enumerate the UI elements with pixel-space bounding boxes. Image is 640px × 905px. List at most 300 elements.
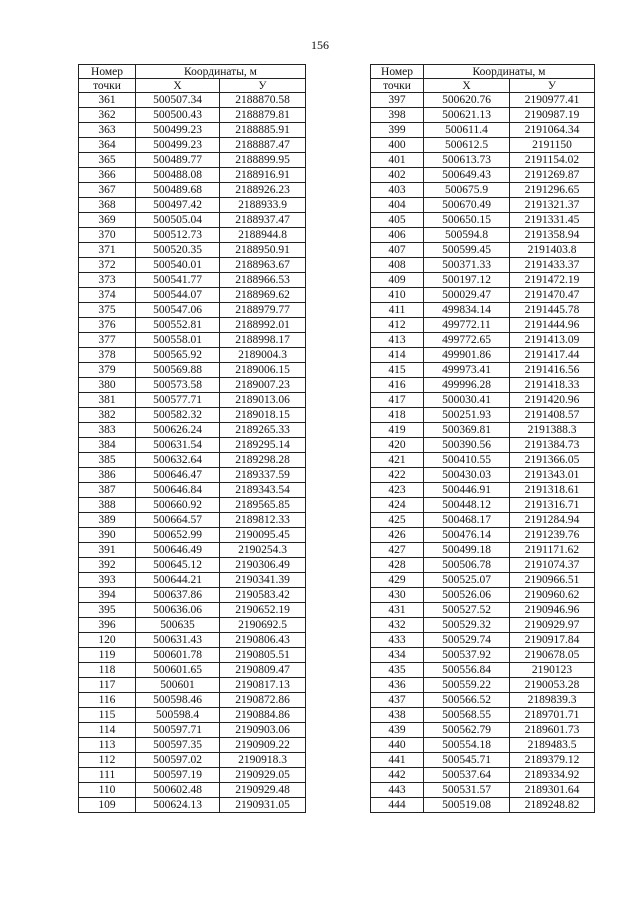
- table-row: [371, 318, 595, 333]
- table-row: [371, 708, 595, 723]
- y-coordinate-cell: 2190805.51: [220, 648, 306, 663]
- table-row: [371, 378, 595, 393]
- y-coordinate-cell: 2190692.5: [220, 618, 306, 633]
- x-coordinate-cell: 500649.43: [424, 168, 510, 183]
- point-number-cell: 436: [371, 678, 424, 693]
- table-row: [79, 348, 306, 363]
- y-coordinate-cell: 2190306.49: [220, 558, 306, 573]
- point-number-cell: 367: [79, 183, 136, 198]
- table-row: [371, 108, 595, 123]
- table-row: [371, 168, 595, 183]
- point-number-cell: 414: [371, 348, 424, 363]
- x-coordinate-cell: 500597.35: [136, 738, 220, 753]
- y-coordinate-cell: 2188979.77: [220, 303, 306, 318]
- table-row: [79, 663, 306, 678]
- y-coordinate-cell: 2190977.41: [510, 93, 595, 108]
- y-coordinate-cell: 2188966.53: [220, 273, 306, 288]
- y-coordinate-cell: 2191331.45: [510, 213, 595, 228]
- table-row: [371, 633, 595, 648]
- table-row: [371, 273, 595, 288]
- x-coordinate-cell: 500554.18: [424, 738, 510, 753]
- y-coordinate-cell: 2191420.96: [510, 393, 595, 408]
- table-row: [371, 423, 595, 438]
- point-number-cell: 439: [371, 723, 424, 738]
- table-row: [79, 753, 306, 768]
- y-coordinate-cell: 2190652.19: [220, 603, 306, 618]
- point-number-cell: 392: [79, 558, 136, 573]
- table-row: [371, 393, 595, 408]
- y-coordinate-cell: 2188944.8: [220, 228, 306, 243]
- point-number-cell: 390: [79, 528, 136, 543]
- table-row: [79, 723, 306, 738]
- y-coordinate-cell: 2191318.61: [510, 483, 595, 498]
- table-row: [371, 498, 595, 513]
- y-coordinate-cell: 2188916.91: [220, 168, 306, 183]
- y-coordinate-cell: 2189334.92: [510, 768, 595, 783]
- table-row: [371, 618, 595, 633]
- y-coordinate-cell: 2189379.12: [510, 753, 595, 768]
- y-coordinate-cell: 2191064.34: [510, 123, 595, 138]
- table-row: [371, 213, 595, 228]
- x-coordinate-cell: 500631.54: [136, 438, 220, 453]
- point-number-cell: 366: [79, 168, 136, 183]
- y-coordinate-cell: 2188992.01: [220, 318, 306, 333]
- table-row: [371, 573, 595, 588]
- table-row: [371, 558, 595, 573]
- x-coordinate-cell: 500488.08: [136, 168, 220, 183]
- y-coordinate-cell: 2188887.47: [220, 138, 306, 153]
- point-number-cell: 424: [371, 498, 424, 513]
- y-coordinate-cell: 2189343.54: [220, 483, 306, 498]
- x-coordinate-cell: 499973.41: [424, 363, 510, 378]
- y-coordinate-cell: 2191418.33: [510, 378, 595, 393]
- x-coordinate-cell: 500369.81: [424, 423, 510, 438]
- x-coordinate-cell: 500597.19: [136, 768, 220, 783]
- x-coordinate-cell: 500599.45: [424, 243, 510, 258]
- point-number-cell: 411: [371, 303, 424, 318]
- x-coordinate-cell: 500612.5: [424, 138, 510, 153]
- x-coordinate-cell: 500646.47: [136, 468, 220, 483]
- table-row: [79, 678, 306, 693]
- x-coordinate-cell: 500030.41: [424, 393, 510, 408]
- y-coordinate-cell: 2188998.17: [220, 333, 306, 348]
- point-number-cell: 379: [79, 363, 136, 378]
- x-coordinate-cell: 500529.32: [424, 618, 510, 633]
- x-coordinate-cell: 500507.34: [136, 93, 220, 108]
- y-coordinate-cell: 2190806.43: [220, 633, 306, 648]
- y-coordinate-cell: 2190931.05: [220, 798, 306, 813]
- point-number-cell: 407: [371, 243, 424, 258]
- x-coordinate-cell: 500547.06: [136, 303, 220, 318]
- x-coordinate-cell: 500537.64: [424, 768, 510, 783]
- table-row: [79, 528, 306, 543]
- x-coordinate-cell: 500512.73: [136, 228, 220, 243]
- x-coordinate-cell: 500598.46: [136, 693, 220, 708]
- page-number: 156: [311, 38, 329, 52]
- y-coordinate-cell: 2189013.06: [220, 393, 306, 408]
- table-row: [79, 393, 306, 408]
- y-coordinate-cell: 2188926.23: [220, 183, 306, 198]
- table-row: [371, 138, 595, 153]
- y-coordinate-cell: 2190254.3: [220, 543, 306, 558]
- point-number-cell: 388: [79, 498, 136, 513]
- point-number-cell: 381: [79, 393, 136, 408]
- table-row: [79, 303, 306, 318]
- x-coordinate-cell: 500559.22: [424, 678, 510, 693]
- x-coordinate-cell: 500565.92: [136, 348, 220, 363]
- table-row: [79, 573, 306, 588]
- point-number-cell: 374: [79, 288, 136, 303]
- table-row: [79, 558, 306, 573]
- point-number-cell: 395: [79, 603, 136, 618]
- table-row: [79, 543, 306, 558]
- table-row: [79, 378, 306, 393]
- y-coordinate-cell: 2188899.95: [220, 153, 306, 168]
- x-coordinate-cell: 500506.78: [424, 558, 510, 573]
- x-coordinate-cell: 500626.24: [136, 423, 220, 438]
- y-coordinate-cell: 2190872.86: [220, 693, 306, 708]
- x-coordinate-cell: 500430.03: [424, 468, 510, 483]
- point-number-cell: 384: [79, 438, 136, 453]
- x-coordinate-cell: 500577.71: [136, 393, 220, 408]
- table-row: [371, 288, 595, 303]
- table-row: [79, 408, 306, 423]
- point-number-cell: 364: [79, 138, 136, 153]
- y-coordinate-cell: 2189701.71: [510, 708, 595, 723]
- y-coordinate-cell: 2191074.37: [510, 558, 595, 573]
- y-coordinate-cell: 2191321.37: [510, 198, 595, 213]
- y-coordinate-cell: 2190809.47: [220, 663, 306, 678]
- x-coordinate-cell: 500613.73: [424, 153, 510, 168]
- x-coordinate-cell: 500251.93: [424, 408, 510, 423]
- y-coordinate-cell: 2189812.33: [220, 513, 306, 528]
- point-number-cell: 370: [79, 228, 136, 243]
- y-coordinate-cell: 2189483.5: [510, 738, 595, 753]
- table-row: [371, 183, 595, 198]
- table-row: [371, 768, 595, 783]
- point-number-cell: 430: [371, 588, 424, 603]
- x-coordinate-cell: 500527.52: [424, 603, 510, 618]
- table-row: [371, 483, 595, 498]
- x-coordinate-cell: 500602.48: [136, 783, 220, 798]
- point-number-cell: 433: [371, 633, 424, 648]
- point-number-cell: 373: [79, 273, 136, 288]
- header-point-number: Номер: [371, 65, 424, 79]
- table-row: [79, 468, 306, 483]
- y-coordinate-cell: 2189265.33: [220, 423, 306, 438]
- x-coordinate-cell: 500646.84: [136, 483, 220, 498]
- table-row: [79, 333, 306, 348]
- point-number-cell: 425: [371, 513, 424, 528]
- table-row: [371, 603, 595, 618]
- table-row: [371, 783, 595, 798]
- table-row: [79, 363, 306, 378]
- x-coordinate-cell: 500568.55: [424, 708, 510, 723]
- x-coordinate-cell: 500540.01: [136, 258, 220, 273]
- y-coordinate-cell: 2190583.42: [220, 588, 306, 603]
- point-number-cell: 413: [371, 333, 424, 348]
- table-row: [371, 198, 595, 213]
- header-y: У: [220, 79, 306, 93]
- table-row: [79, 783, 306, 798]
- x-coordinate-cell: 500410.55: [424, 453, 510, 468]
- x-coordinate-cell: 500520.35: [136, 243, 220, 258]
- x-coordinate-cell: 500489.68: [136, 183, 220, 198]
- point-number-cell: 410: [371, 288, 424, 303]
- point-number-cell: 443: [371, 783, 424, 798]
- y-coordinate-cell: 2189601.73: [510, 723, 595, 738]
- table-row: [79, 453, 306, 468]
- table-row: [371, 738, 595, 753]
- point-number-cell: 368: [79, 198, 136, 213]
- y-coordinate-cell: 2191433.37: [510, 258, 595, 273]
- table-row: [79, 198, 306, 213]
- point-number-cell: 399: [371, 123, 424, 138]
- x-coordinate-cell: 500505.04: [136, 213, 220, 228]
- point-number-cell: 419: [371, 423, 424, 438]
- x-coordinate-cell: 500650.15: [424, 213, 510, 228]
- table-row: [79, 423, 306, 438]
- table-row: [371, 123, 595, 138]
- y-coordinate-cell: 2189295.14: [220, 438, 306, 453]
- table-row: [79, 798, 306, 813]
- point-number-cell: 385: [79, 453, 136, 468]
- y-coordinate-cell: 2189301.64: [510, 783, 595, 798]
- y-coordinate-cell: 2190966.51: [510, 573, 595, 588]
- table-row: [79, 288, 306, 303]
- y-coordinate-cell: 2189298.28: [220, 453, 306, 468]
- table-row: [371, 753, 595, 768]
- table-row: [79, 258, 306, 273]
- y-coordinate-cell: 2190678.05: [510, 648, 595, 663]
- y-coordinate-cell: 2190917.84: [510, 633, 595, 648]
- point-number-cell: 434: [371, 648, 424, 663]
- y-coordinate-cell: 2191470.47: [510, 288, 595, 303]
- table-row: [79, 513, 306, 528]
- x-coordinate-cell: 500499.23: [136, 123, 220, 138]
- point-number-cell: 428: [371, 558, 424, 573]
- x-coordinate-cell: 500525.07: [424, 573, 510, 588]
- table-row: [79, 168, 306, 183]
- table-row: [79, 138, 306, 153]
- table-row: [371, 453, 595, 468]
- x-coordinate-cell: 500631.43: [136, 633, 220, 648]
- table-row: [79, 153, 306, 168]
- y-coordinate-cell: 2191296.65: [510, 183, 595, 198]
- x-coordinate-cell: 500448.12: [424, 498, 510, 513]
- point-number-cell: 115: [79, 708, 136, 723]
- point-number-cell: 412: [371, 318, 424, 333]
- x-coordinate-cell: 500552.81: [136, 318, 220, 333]
- point-number-cell: 376: [79, 318, 136, 333]
- x-coordinate-cell: 500558.01: [136, 333, 220, 348]
- table-row: [79, 213, 306, 228]
- table-row: [371, 348, 595, 363]
- x-coordinate-cell: 500390.56: [424, 438, 510, 453]
- point-number-cell: 426: [371, 528, 424, 543]
- point-number-cell: 391: [79, 543, 136, 558]
- x-coordinate-cell: 500562.79: [424, 723, 510, 738]
- x-coordinate-cell: 500632.64: [136, 453, 220, 468]
- point-number-cell: 418: [371, 408, 424, 423]
- table-row: [371, 528, 595, 543]
- y-coordinate-cell: 2191343.01: [510, 468, 595, 483]
- point-number-cell: 423: [371, 483, 424, 498]
- x-coordinate-cell: 500544.07: [136, 288, 220, 303]
- y-coordinate-cell: 2189248.82: [510, 798, 595, 813]
- x-coordinate-cell: 500526.06: [424, 588, 510, 603]
- y-coordinate-cell: 2189565.85: [220, 498, 306, 513]
- table-row: [79, 108, 306, 123]
- coordinates-table-left: [78, 64, 306, 813]
- y-coordinate-cell: 2190053.28: [510, 678, 595, 693]
- x-coordinate-cell: 500537.92: [424, 648, 510, 663]
- x-coordinate-cell: 500636.06: [136, 603, 220, 618]
- point-number-cell: 109: [79, 798, 136, 813]
- table-row: [371, 228, 595, 243]
- x-coordinate-cell: 500529.74: [424, 633, 510, 648]
- point-number-cell: 403: [371, 183, 424, 198]
- y-coordinate-cell: 2191416.56: [510, 363, 595, 378]
- y-coordinate-cell: 2190123: [510, 663, 595, 678]
- y-coordinate-cell: 2189018.15: [220, 408, 306, 423]
- point-number-cell: 386: [79, 468, 136, 483]
- y-coordinate-cell: 2191269.87: [510, 168, 595, 183]
- y-coordinate-cell: 2191366.05: [510, 453, 595, 468]
- x-coordinate-cell: 499772.11: [424, 318, 510, 333]
- x-coordinate-cell: 500611.4: [424, 123, 510, 138]
- y-coordinate-cell: 2189006.15: [220, 363, 306, 378]
- x-coordinate-cell: 500594.8: [424, 228, 510, 243]
- y-coordinate-cell: 2188963.67: [220, 258, 306, 273]
- table-row: [79, 498, 306, 513]
- x-coordinate-cell: 500569.88: [136, 363, 220, 378]
- x-coordinate-cell: 500652.99: [136, 528, 220, 543]
- point-number-cell: 117: [79, 678, 136, 693]
- table-row: [371, 153, 595, 168]
- point-number-cell: 417: [371, 393, 424, 408]
- table-row: [79, 438, 306, 453]
- table-row: [371, 93, 595, 108]
- x-coordinate-cell: 499996.28: [424, 378, 510, 393]
- x-coordinate-cell: 500573.58: [136, 378, 220, 393]
- point-number-cell: 378: [79, 348, 136, 363]
- x-coordinate-cell: 500371.33: [424, 258, 510, 273]
- y-coordinate-cell: 2188933.9: [220, 198, 306, 213]
- x-coordinate-cell: 500598.4: [136, 708, 220, 723]
- point-number-cell: 389: [79, 513, 136, 528]
- point-number-cell: 420: [371, 438, 424, 453]
- table-row: [79, 243, 306, 258]
- point-number-cell: 435: [371, 663, 424, 678]
- table-row: [79, 618, 306, 633]
- header-x: X: [136, 79, 220, 93]
- table-row: [371, 468, 595, 483]
- x-coordinate-cell: 500644.21: [136, 573, 220, 588]
- y-coordinate-cell: 2188870.58: [220, 93, 306, 108]
- table-row: [79, 648, 306, 663]
- y-coordinate-cell: 2188937.47: [220, 213, 306, 228]
- x-coordinate-cell: 500497.42: [136, 198, 220, 213]
- y-coordinate-cell: 2190909.22: [220, 738, 306, 753]
- point-number-cell: 112: [79, 753, 136, 768]
- header-point-label: точки: [371, 79, 424, 93]
- x-coordinate-cell: 500500.43: [136, 108, 220, 123]
- point-number-cell: 437: [371, 693, 424, 708]
- x-coordinate-cell: 500499.18: [424, 543, 510, 558]
- table-row: [371, 798, 595, 813]
- point-number-cell: 383: [79, 423, 136, 438]
- header-y: У: [510, 79, 595, 93]
- y-coordinate-cell: 2190987.19: [510, 108, 595, 123]
- x-coordinate-cell: 500446.91: [424, 483, 510, 498]
- table-row: [371, 663, 595, 678]
- y-coordinate-cell: 2191384.73: [510, 438, 595, 453]
- y-coordinate-cell: 2190929.97: [510, 618, 595, 633]
- point-number-cell: 415: [371, 363, 424, 378]
- x-coordinate-cell: 500582.32: [136, 408, 220, 423]
- point-number-cell: 431: [371, 603, 424, 618]
- y-coordinate-cell: 2190946.96: [510, 603, 595, 618]
- x-coordinate-cell: 500545.71: [424, 753, 510, 768]
- point-number-cell: 440: [371, 738, 424, 753]
- x-coordinate-cell: 500646.49: [136, 543, 220, 558]
- point-number-cell: 371: [79, 243, 136, 258]
- table-row: [371, 438, 595, 453]
- table-row: [371, 513, 595, 528]
- x-coordinate-cell: 499772.65: [424, 333, 510, 348]
- table-row: [79, 123, 306, 138]
- y-coordinate-cell: 2191408.57: [510, 408, 595, 423]
- x-coordinate-cell: 499901.86: [424, 348, 510, 363]
- point-number-cell: 394: [79, 588, 136, 603]
- x-coordinate-cell: 500197.12: [424, 273, 510, 288]
- x-coordinate-cell: 500645.12: [136, 558, 220, 573]
- y-coordinate-cell: 2188969.62: [220, 288, 306, 303]
- point-number-cell: 398: [371, 108, 424, 123]
- table-row: [371, 258, 595, 273]
- x-coordinate-cell: 500476.14: [424, 528, 510, 543]
- y-coordinate-cell: 2191444.96: [510, 318, 595, 333]
- x-coordinate-cell: 500624.13: [136, 798, 220, 813]
- y-coordinate-cell: 2189004.3: [220, 348, 306, 363]
- y-coordinate-cell: 2191388.3: [510, 423, 595, 438]
- header-point-label: точки: [79, 79, 136, 93]
- y-coordinate-cell: 2191239.76: [510, 528, 595, 543]
- y-coordinate-cell: 2188879.81: [220, 108, 306, 123]
- table-row: [79, 768, 306, 783]
- x-coordinate-cell: 500601.65: [136, 663, 220, 678]
- point-number-cell: 387: [79, 483, 136, 498]
- x-coordinate-cell: 500499.23: [136, 138, 220, 153]
- header-point-number: Номер: [79, 65, 136, 79]
- table-row: [371, 723, 595, 738]
- y-coordinate-cell: 2190884.86: [220, 708, 306, 723]
- x-coordinate-cell: 500468.17: [424, 513, 510, 528]
- point-number-cell: 408: [371, 258, 424, 273]
- y-coordinate-cell: 2190929.05: [220, 768, 306, 783]
- x-coordinate-cell: 500664.57: [136, 513, 220, 528]
- point-number-cell: 427: [371, 543, 424, 558]
- point-number-cell: 397: [371, 93, 424, 108]
- x-coordinate-cell: 500566.52: [424, 693, 510, 708]
- point-number-cell: 432: [371, 618, 424, 633]
- table-row: [371, 543, 595, 558]
- table-row: [371, 303, 595, 318]
- point-number-cell: 113: [79, 738, 136, 753]
- table-row: [371, 363, 595, 378]
- y-coordinate-cell: 2190817.13: [220, 678, 306, 693]
